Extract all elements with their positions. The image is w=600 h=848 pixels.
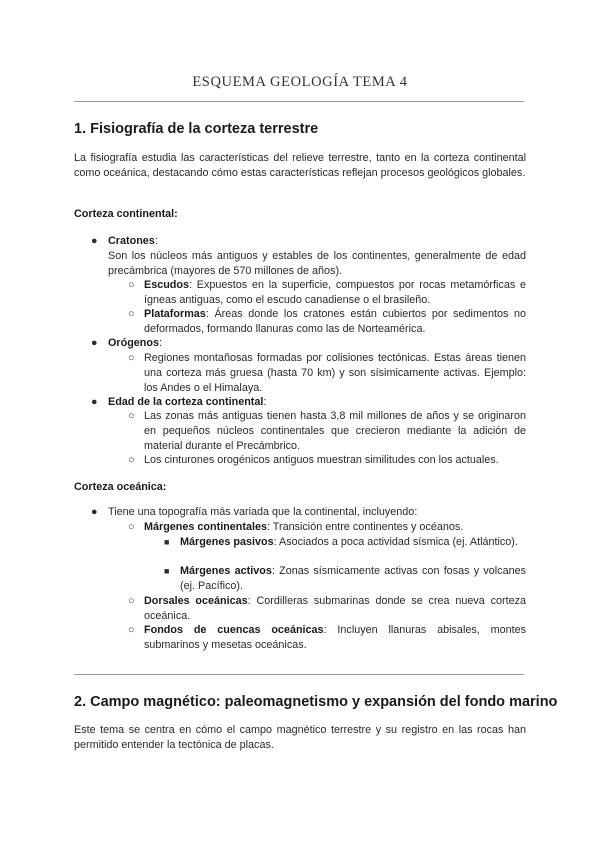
bullet-marker: ○ bbox=[128, 454, 135, 466]
list-item-margenes bbox=[144, 520, 526, 535]
list-item-edad: Edad de la corteza continental: bbox=[108, 396, 267, 408]
term-activos: Márgenes activos bbox=[180, 565, 272, 577]
term-edad: Edad de la corteza continental bbox=[108, 396, 264, 408]
bullet-marker: ○ bbox=[128, 279, 135, 291]
desc-margenes: : Transición entre continentes y océanos. bbox=[267, 521, 464, 533]
bullet-marker: ● bbox=[91, 337, 98, 349]
document-title: ESQUEMA GEOLOGÍA TEMA 4 bbox=[192, 74, 408, 90]
section-1-intro: La fisiografía estudia las características del relieve terrestre, tanto en la corteza continental como oceánica, destacando cómo estas características reflejan procesos geológicos globales. bbox=[74, 152, 526, 179]
list-item-activos bbox=[180, 564, 526, 594]
bullet-marker: ● bbox=[91, 396, 98, 408]
list-item-orogenos: Orógenos: bbox=[108, 337, 162, 349]
term-pasivos: Márgenes pasivos bbox=[180, 536, 274, 548]
term-cratones: Cratones bbox=[108, 235, 155, 247]
list-item-dorsales bbox=[144, 594, 526, 624]
desc-fondos: : Incluyen llanuras abisales, montes submarinos y mesetas oceánicas. bbox=[144, 624, 526, 651]
desc-plataformas: : Áreas donde los cratones están cubiertos por sedimentos no deformados, formando llanuras como las de Norteamérica. bbox=[144, 308, 526, 335]
bullet-marker: ○ bbox=[128, 308, 135, 320]
title-divider bbox=[74, 101, 524, 102]
section-divider bbox=[74, 674, 524, 675]
list-item-cratones: Cratones: Son los núcleos más antiguos y estables de los continentes, generalmente de edad precámbrica (mayores de 570 millones de años). bbox=[108, 235, 526, 277]
term-escudos: Escudos bbox=[144, 279, 190, 291]
section-2-intro: Este tema se centra en cómo el campo magnético terrestre y su registro en las rocas han permitido entender la tectónica de placas. bbox=[74, 724, 526, 751]
list-item-plataformas bbox=[144, 307, 526, 337]
corteza-continental-label: Corteza continental: bbox=[74, 208, 178, 220]
desc-activos: : Zonas sísmicamente activas con fosas y volcanes (ej. Pacífico). bbox=[180, 565, 526, 592]
term-plataformas: Plataformas bbox=[144, 308, 206, 320]
desc-pasivos: : Asociados a poca actividad sísmica (ej. Atlántico). bbox=[273, 536, 518, 548]
term-margenes: Márgenes continentales bbox=[144, 521, 267, 533]
desc-escudos: : Expuestos en la superficie, compuestos por rocas metamórficas e ígneas antiguas, como el escudo canadiense o el brasileño. bbox=[144, 279, 526, 306]
term-dorsales: Dorsales oceánicas bbox=[144, 595, 248, 607]
section-1-heading: 1. Fisiografía de la corteza terrestre bbox=[74, 121, 319, 137]
desc-orogenos: Regiones montañosas formadas por colisiones tectónicas. Estas áreas tienen una corteza más gruesa (hasta 70 km) y son sísimicamente activas. Ejemplo: los Andes o el Himalaya. bbox=[144, 352, 526, 394]
bullet-marker: ■ bbox=[164, 566, 170, 576]
desc-cratones: Son los núcleos más antiguos y estables de los continentes, generalmente de edad precámbrica (mayores de 570 millones de años). bbox=[108, 249, 526, 277]
bullet-marker: ○ bbox=[128, 624, 135, 636]
bullet-marker: ○ bbox=[128, 410, 135, 422]
bullet-marker: ○ bbox=[128, 352, 135, 364]
desc-edad-1: Las zonas más antiguas tienen hasta 3,8 mil millones de años y se originaron en pequeños núcleos continentales que crecieron mediante la adición de material durante el Precámbrico. bbox=[144, 410, 526, 452]
list-item-fondos bbox=[144, 623, 526, 653]
bullet-marker: ● bbox=[91, 235, 98, 247]
desc-edad-2: Los cinturones orogénicos antiguos muestran similitudes con los actuales. bbox=[144, 454, 499, 466]
bullet-marker: ○ bbox=[128, 595, 135, 607]
oceanica-intro: Tiene una topografía más variada que la continental, incluyendo: bbox=[108, 506, 418, 518]
list-item-escudos bbox=[144, 278, 526, 308]
bullet-marker: ■ bbox=[164, 537, 170, 547]
term-orogenos: Orógenos bbox=[108, 337, 159, 349]
section-2-heading: 2. Campo magnético: paleomagnetismo y expansión del fondo marino bbox=[74, 694, 558, 710]
bullet-marker: ○ bbox=[128, 521, 135, 533]
bullet-marker: ● bbox=[91, 506, 98, 518]
term-fondos: Fondos de cuencas oceánicas bbox=[144, 624, 324, 636]
corteza-oceanica-label: Corteza oceánica: bbox=[74, 481, 167, 493]
desc-dorsales: : Cordilleras submarinas donde se crea nueva corteza oceánica. bbox=[144, 595, 526, 622]
list-item-pasivos bbox=[180, 535, 526, 550]
